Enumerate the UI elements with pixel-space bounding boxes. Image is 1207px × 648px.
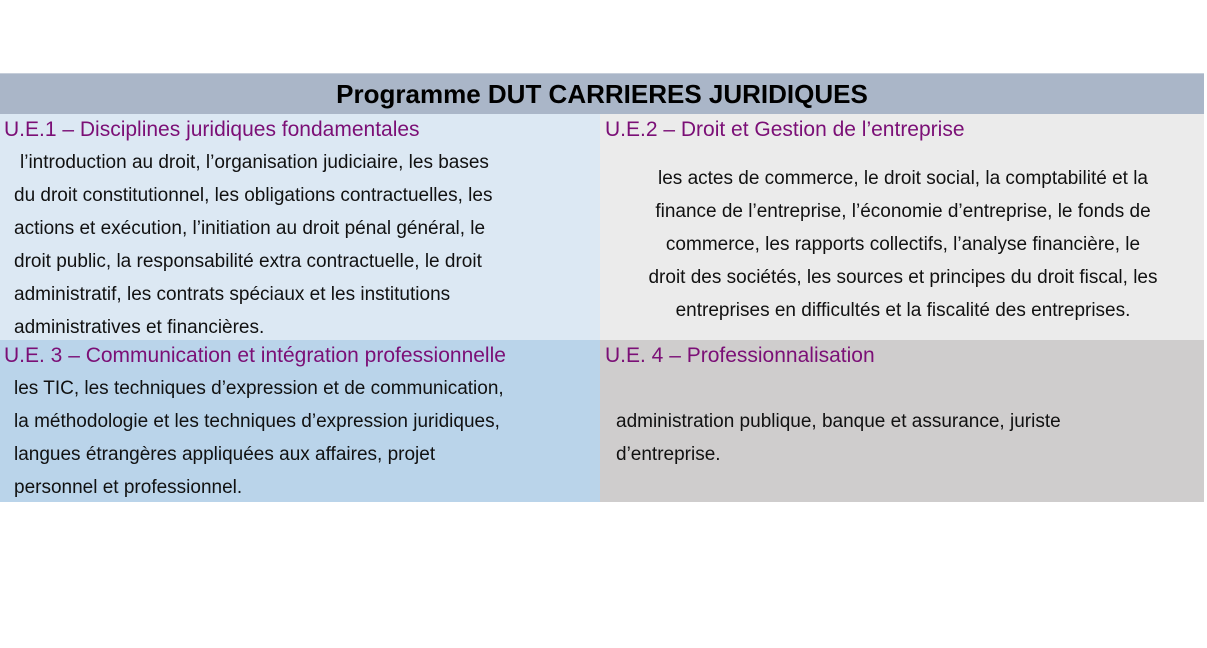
ue1-heading: U.E.1 – Disciplines juridiques fondamentales <box>4 118 420 141</box>
programme-table <box>0 73 1204 502</box>
table-row <box>0 340 1204 502</box>
ue3-cell <box>0 340 600 502</box>
ue1-line: du droit constitutionnel, les obligations contractuelles, les <box>14 185 493 206</box>
ue2-cell <box>600 114 1204 340</box>
ue4-heading: U.E. 4 – Professionnalisation <box>605 344 875 367</box>
ue3-heading: U.E. 3 – Communication et intégration professionnelle <box>4 344 506 367</box>
ue1-line: administratif, les contrats spéciaux et les institutions <box>14 284 451 305</box>
table-title: Programme DUT CARRIERES JURIDIQUES <box>0 73 1204 114</box>
ue2-line: commerce, les rapports collectifs, l’analyse financière, le <box>665 234 1141 255</box>
ue2-line: finance de l’entreprise, l’économie d’entreprise, le fonds de <box>655 201 1151 222</box>
ue1-line: l’introduction au droit, l’organisation judiciaire, les bases <box>20 152 489 173</box>
ue3-line: langues étrangères appliquées aux affaires, projet <box>14 444 436 465</box>
ue2-line: droit des sociétés, les sources et principes du droit fiscal, les <box>648 267 1158 288</box>
ue3-line: les TIC, les techniques d’expression et de communication, <box>14 378 504 399</box>
ue1-body <box>14 146 590 340</box>
ue4-body <box>616 405 1176 471</box>
ue3-body <box>14 372 594 502</box>
ue4-line: administration publique, banque et assurance, juriste <box>616 411 1061 432</box>
ue2-heading: U.E.2 – Droit et Gestion de l’entreprise <box>605 118 965 141</box>
ue4-cell <box>600 340 1204 502</box>
ue2-body <box>606 162 1200 327</box>
ue1-line: actions et exécution, l’initiation au droit pénal général, le <box>14 218 486 239</box>
ue4-line: d’entreprise. <box>616 444 721 465</box>
ue3-line: personnel et professionnel. <box>14 477 243 498</box>
ue1-cell <box>0 114 600 340</box>
ue1-line: droit public, la responsabilité extra contractuelle, le droit <box>14 251 482 272</box>
table-row <box>0 114 1204 340</box>
ue2-line: entreprises en difficultés et la fiscalité des entreprises. <box>675 300 1131 321</box>
ue1-line: administratives et financières. <box>14 317 265 338</box>
ue2-line: les actes de commerce, le droit social, la comptabilité et la <box>658 168 1148 189</box>
ue3-line: la méthodologie et les techniques d’expression juridiques, <box>14 411 500 432</box>
